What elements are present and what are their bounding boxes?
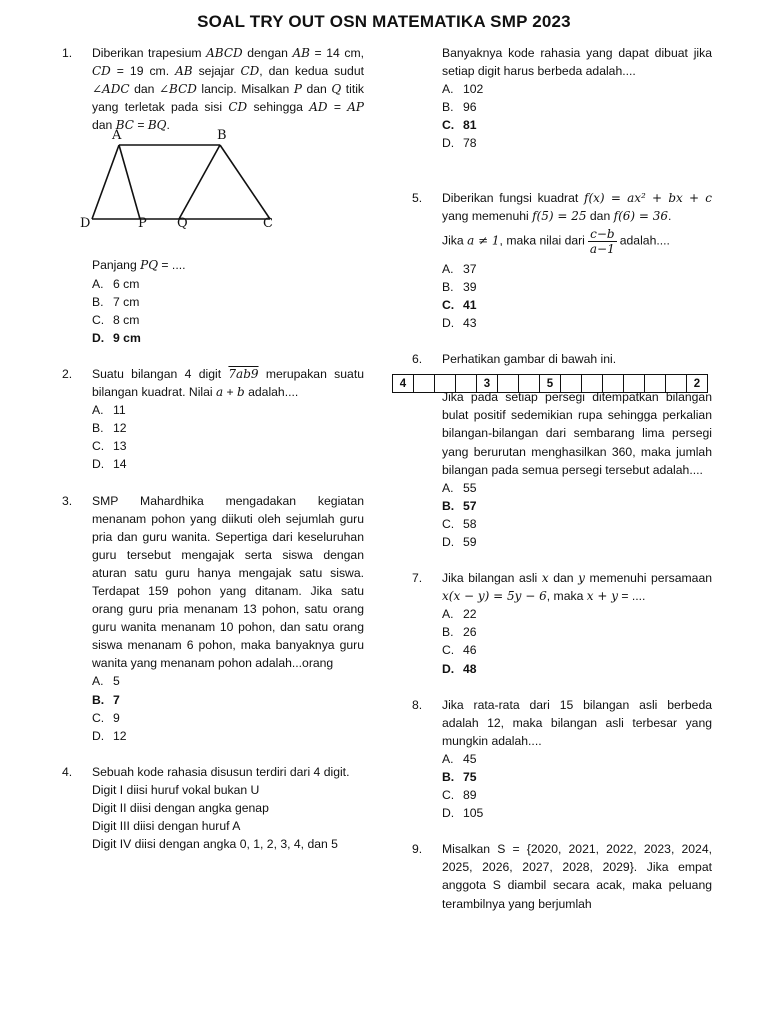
- option-d[interactable]: D. 105: [442, 806, 484, 821]
- question-4: [62, 763, 364, 853]
- question-number: 8.: [412, 697, 423, 712]
- grid-cell: 2: [687, 375, 708, 393]
- rule-2: Digit II diisi dengan angka genap: [92, 801, 269, 815]
- label-q: Q: [177, 216, 188, 231]
- question-intro: Perhatikan gambar di bawah ini.: [442, 352, 617, 367]
- question-text: SMP Mahardhika mengadakan kegiatan menanam pohon yang diikuti oleh sejumlah guru pria dan guru wanita. Sepertiga dari keseluruhan guru tersebut mengajak serta siswa dengan aturan satu guru hanya mengajak satu siswa. Terdapat 159 pohon yang ditanam. Jika satu orang guru pria menanam 13 pohon, satu orang guru wanita menanam 10 pohon, dan satu orang siswa menanam 6 pohon, maka banyaknya guru wanita yang menanam pohon adalah...orang: [92, 493, 364, 671]
- grid-cell: [414, 375, 435, 393]
- option-a[interactable]: A. 11: [92, 403, 126, 418]
- question-text: Suatu bilangan 4 digit 7ab9 merupakan suatu bilangan kuadrat. Nilai a + b adalah....: [92, 366, 364, 400]
- grid-cell: [519, 375, 540, 393]
- label-a: A: [112, 128, 122, 143]
- option-c[interactable]: C. 9: [92, 710, 120, 725]
- option-b[interactable]: B. 12: [92, 421, 127, 436]
- segment-ap: [119, 145, 140, 219]
- option-b[interactable]: B. 26: [442, 625, 477, 640]
- question-text: Jika pada setiap persegi ditempatkan bilangan bulat positif sedemikian rupa sehingga perkalian bilangan-bilangan dari sembarang lima persegi yang berurutan menghasilkan 360, maka jumlah bilangan pada semua persegi tersebut adalah....: [442, 390, 712, 477]
- grid-cell: [582, 375, 603, 393]
- question-text: Misalkan S = {2020, 2021, 2022, 2023, 2024, 2025, 2026, 2027, 2028, 2029}. Jika empat anggota S diambil secara acak, maka peluang terambilnya yang berjumlah: [442, 842, 712, 911]
- question-condition: Jika a ≠ 1, maka nilai dari $\frac{c-b}{a-1}$ adalah....: [442, 226, 670, 256]
- grid-cell: [645, 375, 666, 393]
- grid-cell: [456, 375, 477, 393]
- rule-3: Digit III diisi dengan huruf A: [92, 819, 241, 834]
- question-ask: Panjang PQ = ....: [92, 258, 186, 273]
- option-b[interactable]: B. 39: [442, 279, 477, 294]
- option-a[interactable]: A. 22: [442, 607, 477, 622]
- label-d: D: [80, 216, 91, 231]
- grid-cell: 3: [477, 375, 498, 393]
- option-c[interactable]: C. 8 cm: [92, 312, 140, 327]
- question-8: [412, 696, 712, 823]
- grid-cell: [666, 375, 687, 393]
- question-4-continued: [412, 44, 712, 153]
- fraction: $\frac{c-b}{a-1}$: [589, 226, 615, 256]
- option-a[interactable]: A. 37: [442, 261, 477, 276]
- option-d[interactable]: D. 78: [442, 136, 477, 151]
- question-number: 5.: [412, 190, 423, 205]
- option-c[interactable]: C. 58: [442, 516, 477, 531]
- question-text: Diberikan trapesium ABCD dengan AB = 14 cm, CD = 19 cm. AB sejajar CD, dan kedua sudut ∠ADC dan ∠BCD lancip. Misalkan P dan Q titik yang terletak pada sisi CD sehingga AD = AP dan BC = BQ.: [92, 46, 365, 133]
- option-d[interactable]: D. 59: [442, 534, 477, 549]
- option-d[interactable]: D. 9 cm: [92, 330, 141, 345]
- option-d[interactable]: D. 43: [442, 316, 477, 331]
- question-2: [62, 365, 364, 474]
- grid-cell: [498, 375, 519, 393]
- question-number: 6.: [412, 352, 423, 367]
- option-d[interactable]: D. 12: [92, 728, 127, 743]
- label-c: C: [263, 216, 273, 231]
- option-d[interactable]: D. 14: [92, 457, 127, 472]
- segment-ad: [92, 145, 119, 219]
- grid-cell: 5: [540, 375, 561, 393]
- option-b[interactable]: B. 7: [92, 692, 120, 707]
- option-a[interactable]: A. 6 cm: [92, 276, 140, 291]
- question-9: [412, 840, 712, 912]
- option-c[interactable]: C. 13: [92, 439, 127, 454]
- trapezoid-diagram: [80, 122, 280, 232]
- option-b[interactable]: B. 75: [442, 770, 477, 784]
- question-number: 3.: [62, 493, 73, 508]
- option-a[interactable]: A. 55: [442, 480, 477, 495]
- grid-cell: [561, 375, 582, 393]
- question-number: 2.: [62, 366, 73, 381]
- question-text: Jika bilangan asli x dan y memenuhi persamaan x(x − y) = 5y − 6, maka x + y = ....: [442, 571, 713, 604]
- option-d[interactable]: D. 48: [442, 661, 477, 676]
- number-grid: [392, 374, 708, 393]
- option-b[interactable]: B. 57: [442, 498, 477, 513]
- question-intro: Sebuah kode rahasia disusun terdiri dari 4 digit.: [92, 764, 350, 779]
- grid-cell: [603, 375, 624, 393]
- question-number: 4.: [62, 764, 73, 779]
- option-c[interactable]: C. 89: [442, 788, 477, 803]
- label-b: B: [217, 128, 227, 143]
- page-title: SOAL TRY OUT OSN MATEMATIKA SMP 2023: [197, 12, 571, 31]
- option-c[interactable]: C. 41: [442, 297, 477, 312]
- question-number: 9.: [412, 842, 423, 857]
- rule-4: Digit IV diisi dengan angka 0, 1, 2, 3, 4, dan 5: [92, 837, 338, 852]
- option-b[interactable]: B. 7 cm: [92, 294, 140, 309]
- question-3: [62, 492, 364, 745]
- question-text: Banyaknya kode rahasia yang dapat dibuat jika setiap digit harus berbeda adalah....: [442, 46, 712, 79]
- grid-cell: [624, 375, 645, 393]
- option-a[interactable]: A. 5: [92, 674, 120, 689]
- question-5: [412, 189, 712, 333]
- segment-bq: [179, 145, 220, 219]
- option-a[interactable]: A. 102: [442, 82, 484, 97]
- grid-cell: [435, 375, 456, 393]
- question-text: Jika rata-rata dari 15 bilangan asli berbeda adalah 12, maka bilangan asli terbesar yang mungkin adalah....: [442, 697, 712, 748]
- question-number: 1.: [62, 46, 73, 60]
- option-a[interactable]: A. 45: [442, 751, 477, 766]
- question-text: Diberikan fungsi kuadrat f(x) = ax² + bx + c yang memenuhi f(5) = 25 dan f(6) = 36.: [442, 190, 712, 223]
- question-number: 7.: [412, 571, 423, 586]
- question-7: [412, 569, 712, 678]
- option-c[interactable]: C. 46: [442, 643, 477, 658]
- segment-bc: [220, 145, 270, 219]
- label-p: P: [138, 216, 147, 231]
- right-column: [412, 44, 712, 913]
- grid-cell: 4: [393, 375, 414, 393]
- rule-1: Digit I diisi huruf vokal bukan U: [92, 782, 260, 797]
- option-b[interactable]: B. 96: [442, 100, 477, 115]
- option-c[interactable]: C. 81: [442, 118, 477, 133]
